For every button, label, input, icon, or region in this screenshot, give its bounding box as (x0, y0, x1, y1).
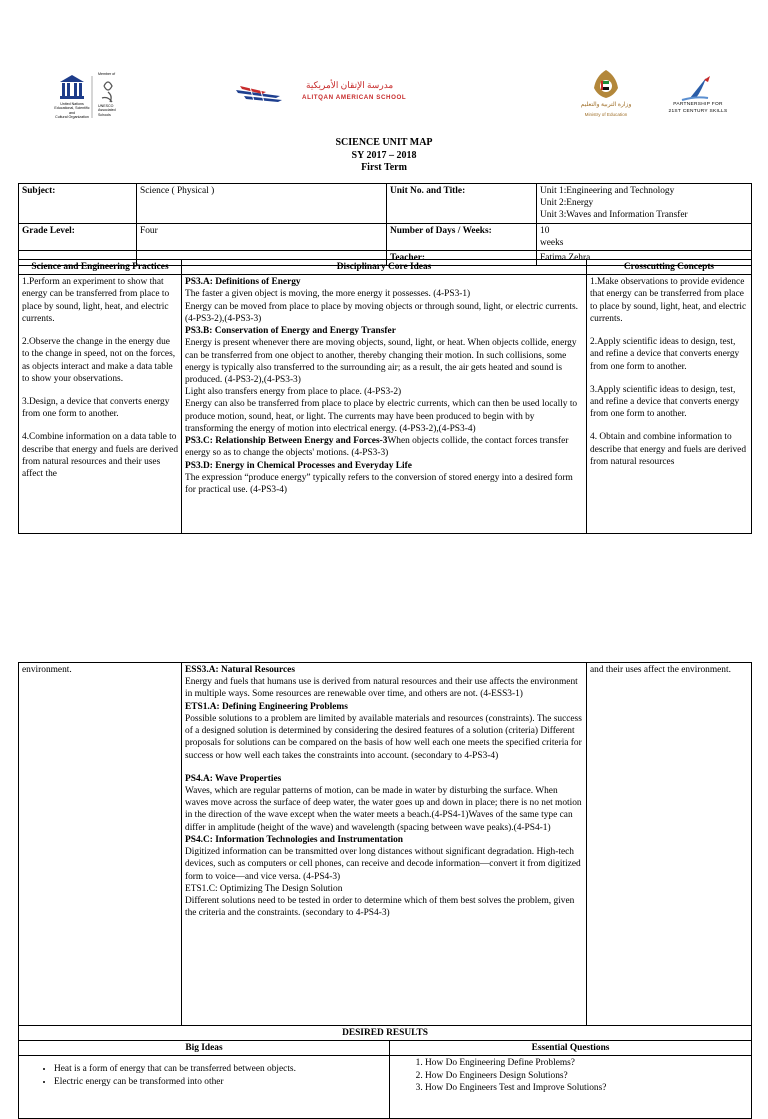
days-unit: weeks (540, 237, 564, 248)
results-content-row (19, 1056, 752, 1119)
ets1a-title: ETS1.A: Defining Engineering Problems (185, 701, 348, 712)
unit-map-table (18, 259, 752, 534)
crosscutting-cell (587, 275, 752, 534)
practice-item: 3.Design, a device that converts energy from one form to another. (22, 396, 170, 420)
essential-question-item: 1. How Do Engineering Define Problems? (425, 1057, 748, 1069)
unit-label: Unit No. and Title: (387, 184, 537, 224)
content-row (19, 275, 752, 534)
unit-map-table-continued (18, 662, 752, 1119)
big-idea-item: • Heat is a form of energy that can be transferred between objects. (54, 1063, 386, 1075)
school-logo (236, 80, 436, 120)
ess3a-title: ESS3.A: Natural Resources (185, 665, 295, 675)
grade-label: Grade Level: (19, 223, 137, 250)
ps3a-title: PS3.A: Definitions of Energy (185, 277, 301, 288)
essential-question-item: 2. How Do Engineers Design Solutions? (425, 1070, 748, 1082)
unit-2: Unit 2:Energy (540, 198, 594, 209)
ps3d-title: PS3.D: Energy in Chemical Processes and Everyday Life (185, 460, 412, 471)
core-ideas-cell-continued (182, 663, 587, 1026)
essential-questions-cell (390, 1056, 752, 1119)
ps3b-text-1: Energy is present whenever there are moving objects, sound, light, or heat. When objects collide, energy can be transferred from one object to another, thereby changing their motion. In such collisions, some energy is typically also transferred to the surrounding air; as a result, the air gets heated and sound is produced. (4-PS3-2),(4-PS3-3) (185, 338, 577, 385)
big-ideas-header: Big Ideas (19, 1041, 390, 1056)
grade-value: Four (137, 223, 387, 250)
unesco-logo (52, 72, 142, 122)
ps3d-text: The expression “produce energy” typically refers to the conversion of stored energy into a desired form for practical use. (4-PS3-4) (185, 472, 573, 495)
ets1c-text: Different solutions need to be tested in order to determine which of them best solves the problem, given the criteria and the constraints. (secondary to 4-PS4-3) (185, 895, 575, 919)
term: First Term (361, 162, 407, 173)
ps3b-text-3: Energy can also be transferred from place to place by electric currents, which can then be used locally to produce motion, sound, heat, or light. The currents may have been produced to begin with by transforming the energy of motion into electrical energy. (4-PS3-2),(4-PS3-4) (185, 399, 578, 434)
ps3c-block (185, 435, 583, 459)
ess3a-text: Energy and fuels that humans use is derived from natural resources and their use affects the environment in multiple ways. Some resources are renewable over time, and others are not. (4-ESS3-1) (185, 677, 578, 700)
big-idea-item: • Electric energy can be transformed into other (54, 1076, 386, 1088)
p21-swoosh-icon (660, 74, 736, 102)
unit-info-table (18, 183, 752, 266)
ets1c-title: ETS1.C: Optimizing The Design Solution (185, 883, 343, 894)
unesco-side-3: Schools (98, 112, 111, 117)
desired-results-title: DESIRED RESULTS (19, 1026, 752, 1041)
results-headers-row (19, 1041, 752, 1056)
crosscutting-item: 1.Make observations to provide evidence that energy can be transferred from place to place by sound, light, heat, and electric currents. (590, 277, 747, 324)
falcon-emblem-icon (576, 68, 636, 102)
subject-value: Science ( Physical ) (137, 184, 387, 224)
practice-item: 1.Perform an experiment to show that energy can be transferred from place to place by sound, light, heat, and electric currents. (22, 277, 170, 324)
school-emblem-icon (236, 84, 284, 104)
p21-logo (660, 74, 736, 118)
ets1a-text: Possible solutions to a problem are limited by available materials and resources (constraints). The success of a designed solution is determined by considering the desired features of a solution (criteria) Different proposals for solutions can be compared on the basis of how well each one meets the specified criteria for success or how well each takes the constraints into account. (secondary to 4-PS3-4) (185, 713, 582, 761)
practices-header: Science and Engineering Practices (19, 260, 182, 275)
practice-item: 4.Combine information on a data table to describe that energy and fuels are derived from natural resources and their uses affect the (22, 432, 178, 480)
big-ideas-list (44, 1063, 386, 1087)
crosscutting-cell-continued: and their uses affect the environment. (587, 663, 752, 1026)
column-headers (19, 260, 752, 275)
ministry-name-english: Ministry of Education (584, 112, 628, 117)
unesco-member-of: Member of (98, 72, 116, 76)
ps3c-text: When objects collide, the contact forces transfer energy so as to change the objects' motions. (4-PS3-3) (185, 436, 569, 459)
logo-row (0, 68, 768, 128)
ps4c-title: PS4.C: Information Technologies and Instrumentation (185, 834, 403, 845)
document-title-block (0, 137, 768, 175)
practices-cell (19, 275, 182, 534)
unesco-line-2: Educational, Scientific and (54, 106, 90, 115)
practice-item: 2.Observe the change in the energy due to the change in speed, not on the forces, as objects interact and make a data table to show your observations. (22, 337, 176, 384)
core-ideas-cell (182, 275, 587, 534)
unesco-line-3: Cultural Organization (55, 114, 89, 119)
ministry-name-arabic: وزارة التربية والتعليم (580, 102, 632, 108)
school-year: SY 2017 – 2018 (351, 149, 417, 161)
school-name-english: ALITQAN AMERICAN SCHOOL (302, 94, 407, 101)
content-row-continued (19, 663, 752, 1026)
subject-label: Subject: (19, 184, 137, 224)
days-value: 10 (540, 225, 550, 236)
ps3c-title: PS3.C: Relationship Between Energy and Forces-3 (185, 436, 388, 447)
ps4a-text: Waves, which are regular patterns of motion, can be made in water by disturbing the surface. When waves move across the surface of deep water, the water goes up and down in place; there is no net motion in the direction of the wave except when the water meets a beach.(4-PS4-1)Waves of the same type can differ in amplitude (height of the wave) and wavelength (spacing between wave peaks).(4-PS4-1) (185, 785, 582, 833)
crosscutting-item: 2.Apply scientific ideas to design, test, and refine a device that converts energy from one form to another. (590, 337, 740, 372)
crosscutting-header: Crosscutting Concepts (587, 260, 752, 275)
practices-cell-continued: environment. (19, 663, 182, 1026)
crosscutting-item: 4. Obtain and combine information to describe that energy and fuels are derived from natural resources (590, 432, 747, 467)
info-row-subject (19, 184, 752, 224)
essential-questions-list (415, 1057, 748, 1094)
days-value-cell (537, 223, 752, 250)
unit-1: Unit 1:Engineering and Technology (540, 186, 675, 196)
teacher-value: Fatima Zehra (537, 251, 752, 266)
school-name-arabic: مدرسة الإتقان الأمريكية (306, 80, 394, 90)
unit-3: Unit 3:Waves and Information Transfer (540, 210, 688, 221)
big-ideas-cell (19, 1056, 390, 1119)
ps4c-text: Digitized information can be transmitted over long distances without significant degradation. High-tech devices, such as computers or cell phones, can receive and decode information—convert it from digitized form to voice—and vice versa. (4-PS4-3) (185, 847, 581, 882)
days-label: Number of Days / Weeks: (387, 223, 537, 250)
p21-line-2: 21ST CENTURY SKILLS (668, 109, 728, 114)
core-ideas-header: Disciplinary Core Ideas (182, 260, 587, 275)
unesco-side-1: UNESCO (98, 104, 114, 108)
info-row-grade (19, 223, 752, 250)
essential-question-item: 3. How Do Engineers Test and Improve Solutions? (425, 1082, 748, 1094)
ps3b-text-2: Light also transfers energy from place to place. (4-PS3-2) (185, 387, 402, 398)
ps3a-text-2: Energy can be moved from place to place by moving objects or through sound, light, or electric currents. (4-PS3-2),(4-PS3-3) (185, 301, 578, 324)
ministry-logo (576, 68, 636, 124)
document-title: SCIENCE UNIT MAP (335, 137, 433, 148)
unit-values (537, 184, 752, 224)
teacher-label: Teacher: (387, 251, 537, 266)
p21-line-1: PARTNERSHIP FOR (673, 102, 723, 107)
crosscutting-item: 3.Apply scientific ideas to design, test, and refine a device that converts energy from one form to another. (590, 384, 740, 420)
unesco-line-1: United Nations (60, 102, 84, 106)
ps3a-text-1: The faster a given object is moving, the more energy it possesses. (4-PS3-1) (185, 289, 471, 300)
unesco-side-2: Associated (98, 108, 116, 113)
desired-results-row (19, 1026, 752, 1041)
ps4a-title: PS4.A: Wave Properties (185, 773, 282, 784)
essential-questions-header: Essential Questions (390, 1041, 752, 1056)
ps3b-title: PS3.B: Conservation of Energy and Energy Transfer (185, 326, 396, 337)
